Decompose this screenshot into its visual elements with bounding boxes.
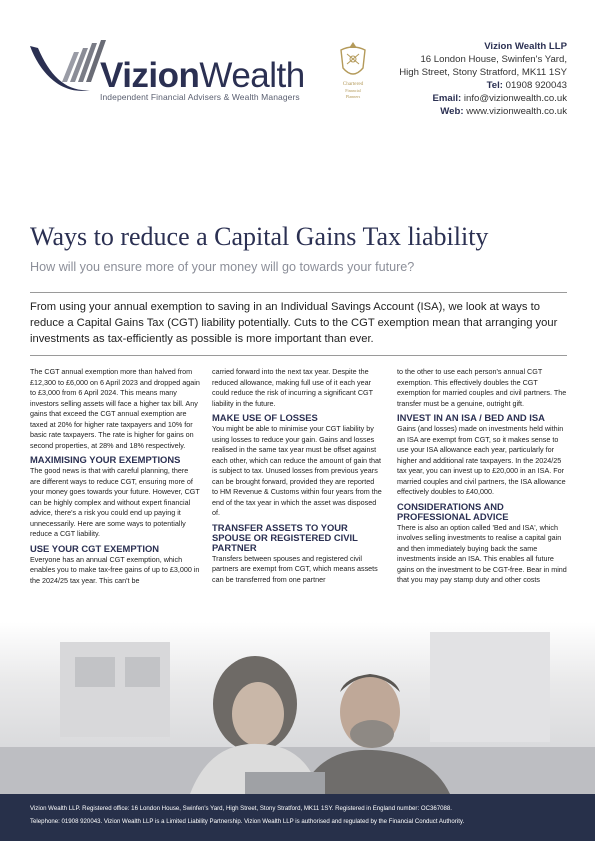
email-row xyxy=(347,92,567,105)
tel-value[interactable]: 01908 920043 xyxy=(505,80,567,91)
email-value[interactable]: info@vizionwealth.co.uk xyxy=(463,93,567,104)
brand-bold: Vizion xyxy=(100,56,200,95)
col3-paragraph-2: Gains (and losses) made on investments held within an ISA are exempt from CGT, so it makes sense to use your ISA allowance each year, particularly for higher and additional rate taxpayers. In the 2024/25 tax year, you can invest up to £20,000 in an ISA. For married couples and civil partners, the ISA allowance effectively doubles to £40,000. xyxy=(397,424,566,496)
col2-paragraph-3: Transfers between spouses and registered civil partners are exempt from CGT, which means assets can be transferred from one partner xyxy=(212,553,378,584)
column-3 xyxy=(397,367,567,589)
col1-paragraph-1: The CGT annual exemption more than halved from £12,300 to £6,000 on 6 April 2023 and dropped again to £3,000 from 6 April 2024. This means many investors selling assets will face a higher tax bill. Any gains that exceed the CGT annual exemption are taxed at 20% for higher rate taxpayers and 10% for basic rate taxpayers. The rate is higher for gains on second properties, at 28% and 18% respectively. xyxy=(30,367,200,450)
col3-paragraph-1: to the other to use each person's annual CGT exemption. This effectively doubles the CGT exemption for married couples and civil partners. The transfer must be a genuine, outright gift. xyxy=(397,367,567,408)
tel-label: Tel: xyxy=(486,80,503,91)
footer-line-1: Vizion Wealth LLP. Registered office: 16 London House, Swinfen's Yard, High Street, Stony Stratford, MK11 1SY. Registered in England number: OC367088. xyxy=(30,805,452,812)
col2-paragraph-2: You might be able to minimise your CGT liability by using losses to reduce your gain. Gains and losses realised in the same tax year must be offset against each other, which can reduce the amount of gain that is subject to tax. Unused losses from previous years can be brought forward, provided they are reported to HM Revenue & Customs within four years from the end of the tax year in which the asset was disposed of. xyxy=(212,424,382,517)
tel-row xyxy=(347,79,567,92)
brand-light: Wealth xyxy=(199,56,305,95)
email-label: Email: xyxy=(432,93,462,104)
col1-heading-1: MAXIMISING YOUR EXEMPTIONS xyxy=(30,454,181,465)
divider-bottom xyxy=(30,355,567,356)
col3-heading-1: INVEST IN AN ISA / BED AND ISA xyxy=(397,412,545,423)
article-intro: From using your annual exemption to saving in an Individual Savings Account (ISA), we look at ways to reduce a Capital Gains Tax (CGT) liability potentially. Cuts to the CGT exemption mean that arranging your investments as tax-efficiently as possible is more important than ever. xyxy=(30,301,558,345)
col2-paragraph-1: carried forward into the next tax year. Despite the reduced allowance, making full use of it each year could reduce the risk of incurring a significant CGT liability in the future. xyxy=(212,367,373,408)
web-value[interactable]: www.vizionwealth.co.uk xyxy=(466,106,567,117)
brand-tagline: Independent Financial Advisers & Wealth Managers xyxy=(100,92,300,102)
web-label: Web: xyxy=(440,106,464,117)
brand-wordmark xyxy=(100,58,305,94)
firm-name: Vizion Wealth LLP xyxy=(484,41,567,52)
column-1 xyxy=(30,367,200,589)
vizion-logo-mark xyxy=(28,38,108,100)
crest-line-2: Financial xyxy=(345,88,361,93)
article-title: Ways to reduce a Capital Gains Tax liability xyxy=(30,222,489,251)
web-row xyxy=(347,105,567,118)
contact-block xyxy=(347,40,567,118)
footer-line-2: Telephone: 01908 920043. Vizion Wealth LLP is a Limited Liability Partnership. Vizion Wealth LLP is authorised and regulated by the Financial Conduct Authority. xyxy=(30,818,465,825)
crest-line-1: Chartered xyxy=(342,81,364,87)
col2-heading-1: MAKE USE OF LOSSES xyxy=(212,412,318,423)
col1-paragraph-2: The good news is that with careful planning, there are different ways to reduce CGT, ensuring more of your money goes towards your future. However, CGT can be highly complex and without expert financial advice, there's a risk you could end up paying it unnecessarily. Here are some ways to potentially reduce a CGT liability. xyxy=(30,466,200,538)
couple-photo xyxy=(0,622,595,794)
column-2 xyxy=(212,367,382,588)
address-line-1: 16 London House, Swinfen's Yard, xyxy=(420,54,567,65)
article-subtitle: How will you ensure more of your money will go towards your future? xyxy=(30,260,415,274)
crest-line-3: Planners xyxy=(345,94,361,99)
divider-top xyxy=(30,292,567,293)
col3-paragraph-3: There is also an option called 'Bed and ISA', which involves selling investments to realise a capital gain and then immediately buying back the same investments inside an ISA. This enables all future gains on the investment to be CGT-free. Bear in mind that you may pay stamp duty and other costs xyxy=(397,522,567,584)
address-line-2: High Street, Stony Stratford, MK11 1SY xyxy=(399,67,567,78)
col3-heading-2: CONSIDERATIONS AND PROFESSIONAL ADVICE xyxy=(397,500,509,522)
col1-paragraph-3: Everyone has an annual CGT exemption, which enables you to make tax-free gains of up to £3,000 in the 2024/25 tax year. This can't be xyxy=(30,554,200,585)
col2-heading-2: TRANSFER ASSETS TO YOUR SPOUSE OR REGISTERED CIVIL PARTNER xyxy=(212,521,358,553)
col1-heading-2: USE YOUR CGT EXEMPTION xyxy=(30,542,160,554)
footer xyxy=(0,794,595,841)
